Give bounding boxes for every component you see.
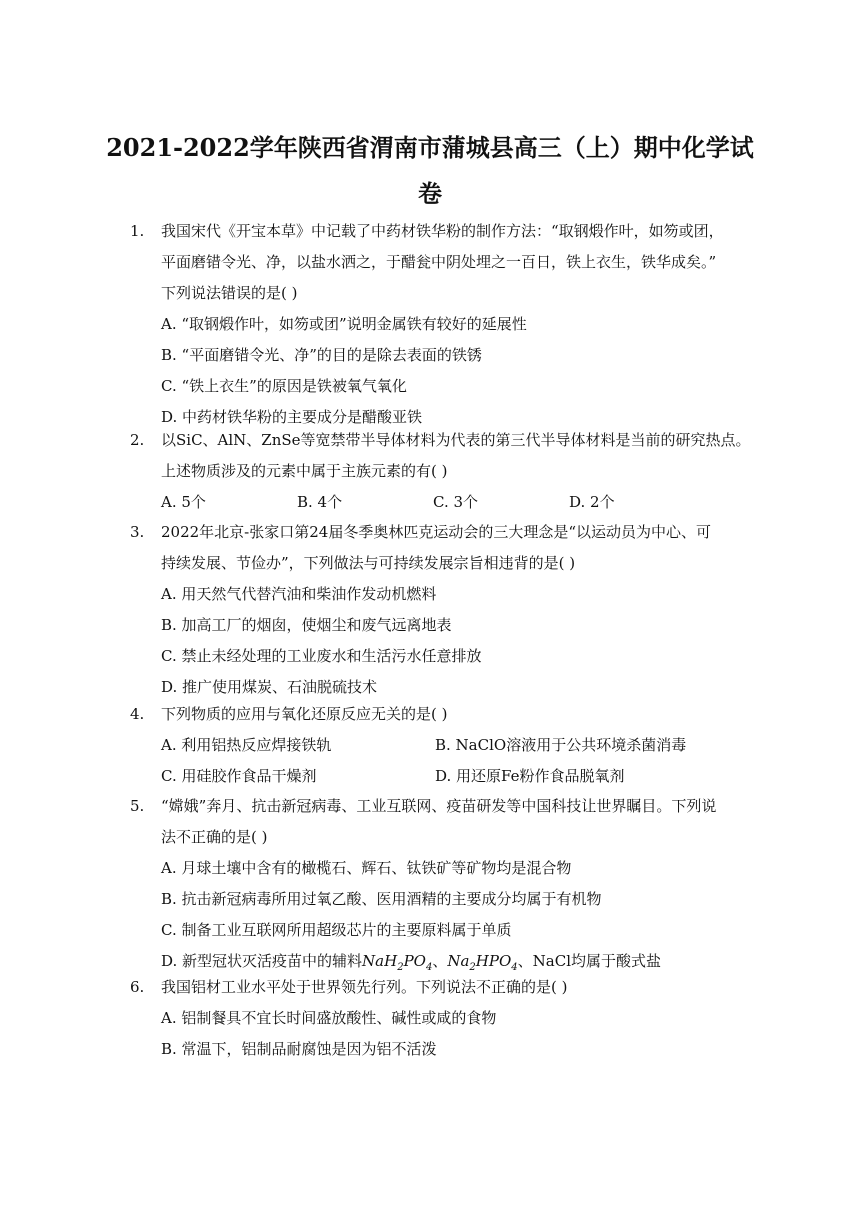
question-stem-line: 平面磨错令光、净，以盐水洒之，于醋瓮中阴处埋之一百日，铁上衣生，铁华成矣。” <box>161 253 717 271</box>
question-6 <box>130 972 740 1065</box>
formula-subscript: 4 <box>511 962 518 973</box>
option-c: C. “铁上衣生”的原因是铁被氧气氧化 <box>161 377 407 395</box>
option-b: B. 4个 <box>297 493 343 511</box>
option-b: B. 常温下，铝制品耐腐蚀是因为铝不活泼 <box>161 1040 437 1058</box>
question-stem-line: 上述物质涉及的元素中属于主族元素的有( ) <box>161 462 448 480</box>
option-c: C. 禁止未经处理的工业废水和生活污水任意排放 <box>161 647 482 665</box>
option-a: A. 月球土壤中含有的橄榄石、辉石、钛铁矿等矿物均是混合物 <box>161 859 572 877</box>
exam-title-line2: 卷 <box>418 179 442 208</box>
question-stem-line: 我国宋代《开宝本草》中记载了中药材铁华粉的制作方法：“取钢煅作叶，如笏或团， <box>161 222 724 240</box>
question-stem-line: “嫦娥”奔月、抗击新冠病毒、工业互联网、疫苗研发等中国科技让世界瞩目。下列说 <box>161 797 717 815</box>
formula-part: NaH <box>362 952 398 970</box>
question-stem-line: 我国铝材工业水平处于世界领先行列。下列说法不正确的是( ) <box>161 978 568 996</box>
formula-subscript: 4 <box>425 962 433 973</box>
question-number: 1. <box>130 222 145 240</box>
question-stem-line: 法不正确的是( ) <box>161 828 268 846</box>
option-c: C. 用硅胶作食品干燥剂 <box>161 767 317 785</box>
option-d-suffix: 、NaCl均属于酸式盐 <box>517 952 661 970</box>
option-d-prefix: D. 新型冠状灭活疫苗中的辅料 <box>161 952 363 970</box>
formula-subscript: 2 <box>397 962 404 973</box>
question-number: 4. <box>130 705 145 723</box>
option-d: D. 用还原Fe粉作食品脱氧剂 <box>435 767 625 785</box>
option-a: A. 5个 <box>161 493 206 511</box>
question-2 <box>130 425 751 518</box>
option-b: B. NaClO溶液用于公共环境杀菌消毒 <box>435 736 687 754</box>
question-1 <box>130 216 740 433</box>
option-d: D. 2个 <box>569 493 615 511</box>
question-stem-line: 下列物质的应用与氧化还原反应无关的是( ) <box>161 705 448 723</box>
question-stem-line: 2022年北京-张家口第24届冬季奥林匹克运动会的三大理念是“以运动员为中心、可 <box>161 523 712 541</box>
question-5 <box>130 791 740 977</box>
options-row <box>161 730 740 761</box>
question-stem-line: 以SiC、AlN、ZnSe等宽禁带半导体材料为代表的第三代半导体材料是当前的研究热点。 <box>161 431 751 449</box>
question-stem-line: 下列说法错误的是( ) <box>161 284 298 302</box>
formula-part: PO <box>403 952 426 970</box>
options-row <box>161 487 740 518</box>
option-a: A. 用天然气代替汽油和柴油作发动机燃料 <box>161 585 437 603</box>
question-stem-line: 持续发展、节俭办”，下列做法与可持续发展宗旨相违背的是( ) <box>161 554 576 572</box>
option-d-separator: 、 <box>432 952 448 970</box>
question-4 <box>130 699 740 792</box>
exam-title-line1: 2021-2022学年陕西省渭南市蒲城县高三（上）期中化学试 <box>106 133 754 162</box>
formula-nah2po4 <box>362 952 433 973</box>
question-number: 2. <box>130 431 145 449</box>
formula-part: Na <box>447 952 470 970</box>
option-a: A. 铝制餐具不宜长时间盛放酸性、碱性或咸的食物 <box>161 1009 497 1027</box>
option-b: B. 加高工厂的烟囱，使烟尘和废气远离地表 <box>161 616 452 634</box>
option-b: B. “平面磨错令光、净”的目的是除去表面的铁锈 <box>161 346 482 364</box>
question-number: 5. <box>130 797 145 815</box>
option-a: A. 利用铝热反应焊接铁轨 <box>161 736 332 754</box>
option-c: C. 制备工业互联网所用超级芯片的主要原料属于单质 <box>161 921 512 939</box>
option-a: A. “取钢煅作叶，如笏或团”说明金属铁有较好的延展性 <box>161 315 527 333</box>
question-number: 3. <box>130 523 145 541</box>
options-row <box>161 761 740 792</box>
formula-part: HPO <box>475 952 512 970</box>
option-c: C. 3个 <box>433 493 479 511</box>
formula-subscript: 2 <box>469 962 476 973</box>
question-number: 6. <box>130 978 145 996</box>
option-d: D. 推广使用煤炭、石油脱硫技术 <box>161 678 378 696</box>
option-d: D. 中药材铁华粉的主要成分是醋酸亚铁 <box>161 408 423 426</box>
option-b: B. 抗击新冠病毒所用过氧乙酸、医用酒精的主要成分均属于有机物 <box>161 890 602 908</box>
formula-na2hpo4 <box>447 952 518 973</box>
question-3 <box>130 517 740 703</box>
